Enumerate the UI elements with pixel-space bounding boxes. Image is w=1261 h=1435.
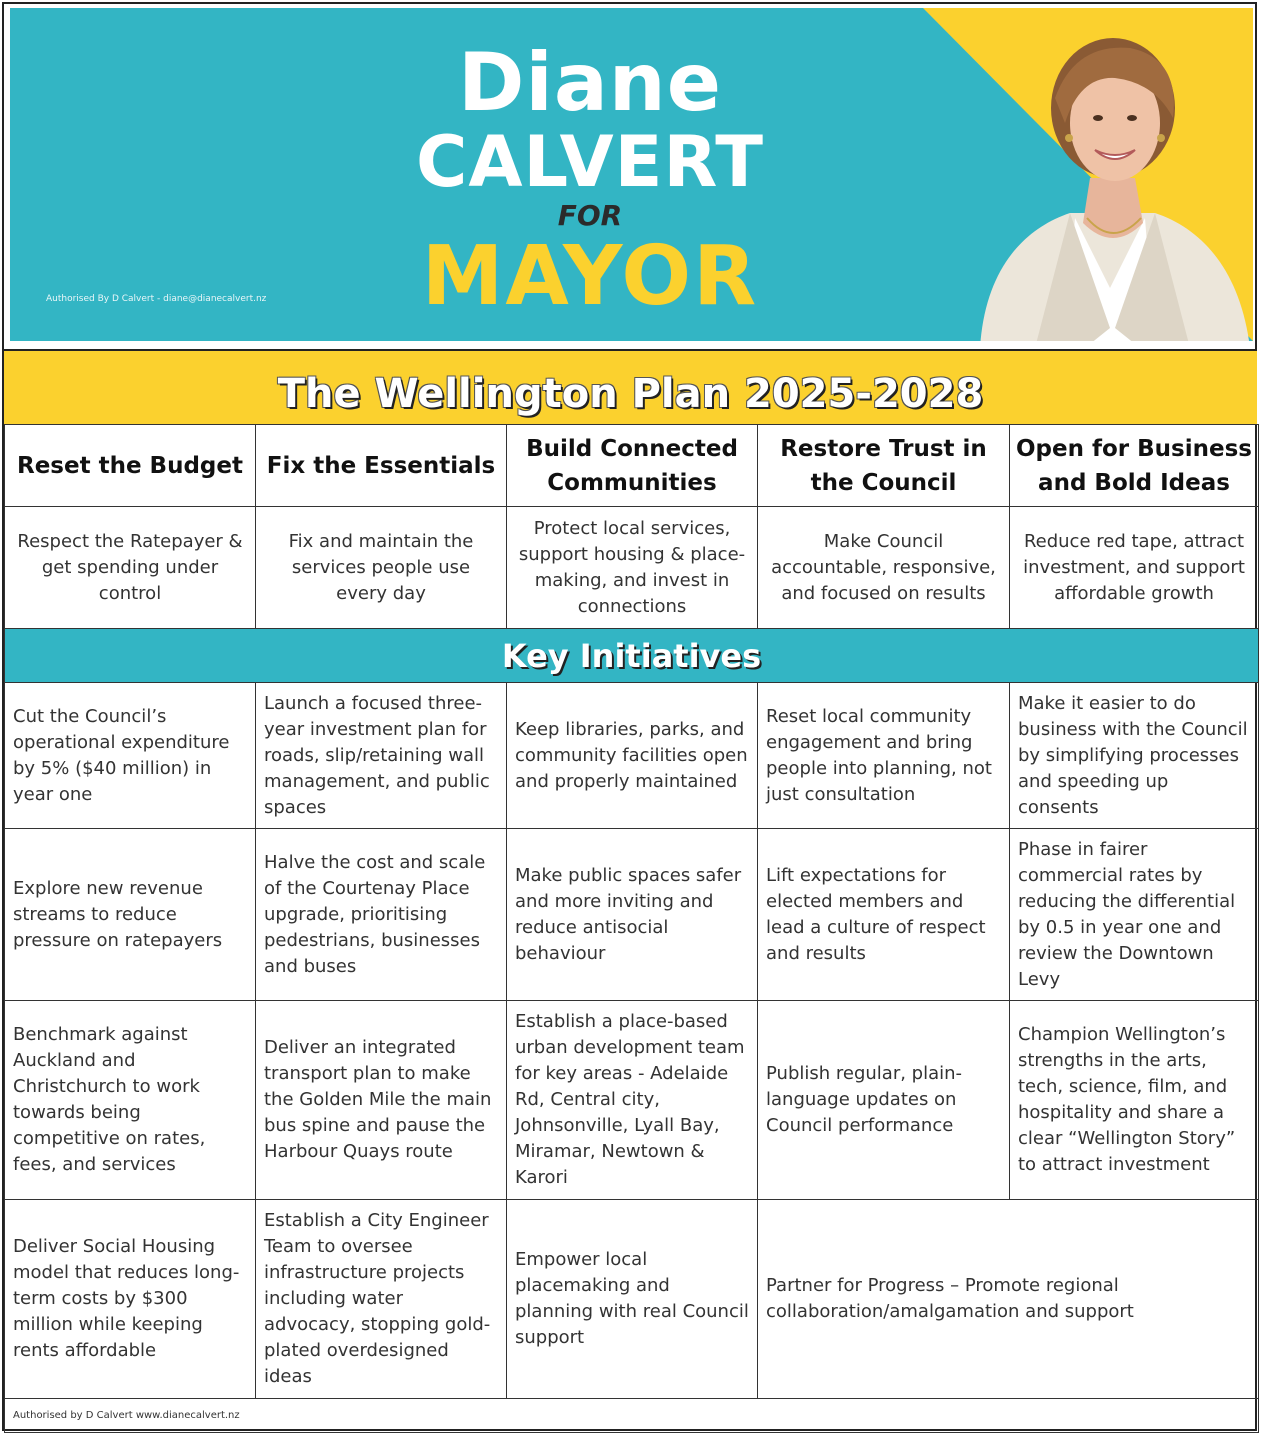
- initiative-cell: Cut the Council’s operational expenditure by 5% ($40 million) in year one: [5, 683, 256, 829]
- for-word: FOR: [557, 199, 623, 232]
- initiative-cell: Deliver an integrated transport plan to make the Golden Mile the main bus spine and pause the Harbour Quays route: [256, 1001, 507, 1200]
- initiative-cell: Partner for Progress – Promote regional collaboration/amalgamation and support: [758, 1200, 1259, 1399]
- pillar-title: Build Connected Communities: [507, 425, 758, 507]
- initiative-cell: Establish a place-based urban development team for key areas - Adelaide Rd, Central city, Johnsonville, Lyall Bay, Miramar, Newtown & Karori: [507, 1001, 758, 1200]
- pillar-header-row: [5, 425, 1259, 507]
- initiative-cell: Make it easier to do business with the Council by simplifying processes and speeding up consents: [1010, 683, 1259, 829]
- pillar-description: Make Council accountable, responsive, and focused on results: [758, 507, 1010, 629]
- initiative-cell: Establish a City Engineer Team to oversee infrastructure projects including water advocacy, stopping gold-plated overdesigned ideas: [256, 1200, 507, 1399]
- initiative-cell: Make public spaces safer and more inviting and reduce antisocial behaviour: [507, 829, 758, 1001]
- initiative-cell: Halve the cost and scale of the Courtenay Place upgrade, prioritising pedestrians, businesses and buses: [256, 829, 507, 1001]
- pillar-title: Reset the Budget: [5, 425, 256, 507]
- pillar-title: Open for Business and Bold Ideas: [1010, 425, 1259, 507]
- mayor-word: MAYOR: [421, 229, 759, 324]
- pillar-title: Restore Trust in the Council: [758, 425, 1010, 507]
- banner-title: [340, 36, 840, 324]
- initiative-row: [5, 1200, 1259, 1399]
- initiative-cell: Phase in fairer commercial rates by reducing the differential by 0.5 in year one and review the Downtown Levy: [1010, 829, 1259, 1001]
- initiative-cell: Deliver Social Housing model that reduces long-term costs by $300 million while keeping rents affordable: [5, 1200, 256, 1399]
- initiative-cell: Lift expectations for elected members and lead a culture of respect and results: [758, 829, 1010, 1001]
- candidate-portrait: [965, 28, 1253, 341]
- first-name: Diane: [457, 36, 723, 129]
- plan-title-bar: [4, 349, 1257, 425]
- campaign-banner: [10, 8, 1253, 341]
- initiative-row: [5, 829, 1259, 1001]
- initiative-row: [5, 1001, 1259, 1200]
- initiative-cell: Keep libraries, parks, and community facilities open and properly maintained: [507, 683, 758, 829]
- pillar-description-row: [5, 507, 1259, 629]
- footer-row: [5, 1399, 1259, 1433]
- initiative-cell: Benchmark against Auckland and Christchurch to work towards being competitive on rates, fees, and services: [5, 1001, 256, 1200]
- last-name: CALVERT: [415, 121, 764, 203]
- initiative-cell: Explore new revenue streams to reduce pressure on ratepayers: [5, 829, 256, 1001]
- pillar-description: Fix and maintain the services people use every day: [256, 507, 507, 629]
- initiative-cell: Empower local placemaking and planning with real Council support: [507, 1200, 758, 1399]
- pillar-title: Fix the Essentials: [256, 425, 507, 507]
- initiative-cell: Reset local community engagement and bring people into planning, not just consultation: [758, 683, 1010, 829]
- pillar-description: Reduce red tape, attract investment, and support affordable growth: [1010, 507, 1259, 629]
- key-initiatives-heading: Key Initiatives: [5, 629, 1259, 683]
- initiative-row: [5, 683, 1259, 829]
- pillar-description: Respect the Ratepayer & get spending under control: [5, 507, 256, 629]
- pillar-description: Protect local services, support housing & place-making, and invest in connections: [507, 507, 758, 629]
- initiative-cell: Launch a focused three-year investment plan for roads, slip/retaining wall management, and public spaces: [256, 683, 507, 829]
- plan-title: The Wellington Plan 2025-2028: [277, 371, 984, 417]
- initiative-cell: Champion Wellington’s strengths in the arts, tech, science, film, and hospitality and share a clear “Wellington Story” to attract investment: [1010, 1001, 1259, 1200]
- initiative-cell: Publish regular, plain-language updates on Council performance: [758, 1001, 1010, 1200]
- footer-authorised: Authorised by D Calvert www.dianecalvert.nz: [5, 1399, 1259, 1433]
- plan-table: [4, 424, 1259, 1433]
- key-initiatives-row: [5, 629, 1259, 683]
- authorised-statement: Authorised By D Calvert - diane@dianecalvert.nz: [46, 294, 267, 304]
